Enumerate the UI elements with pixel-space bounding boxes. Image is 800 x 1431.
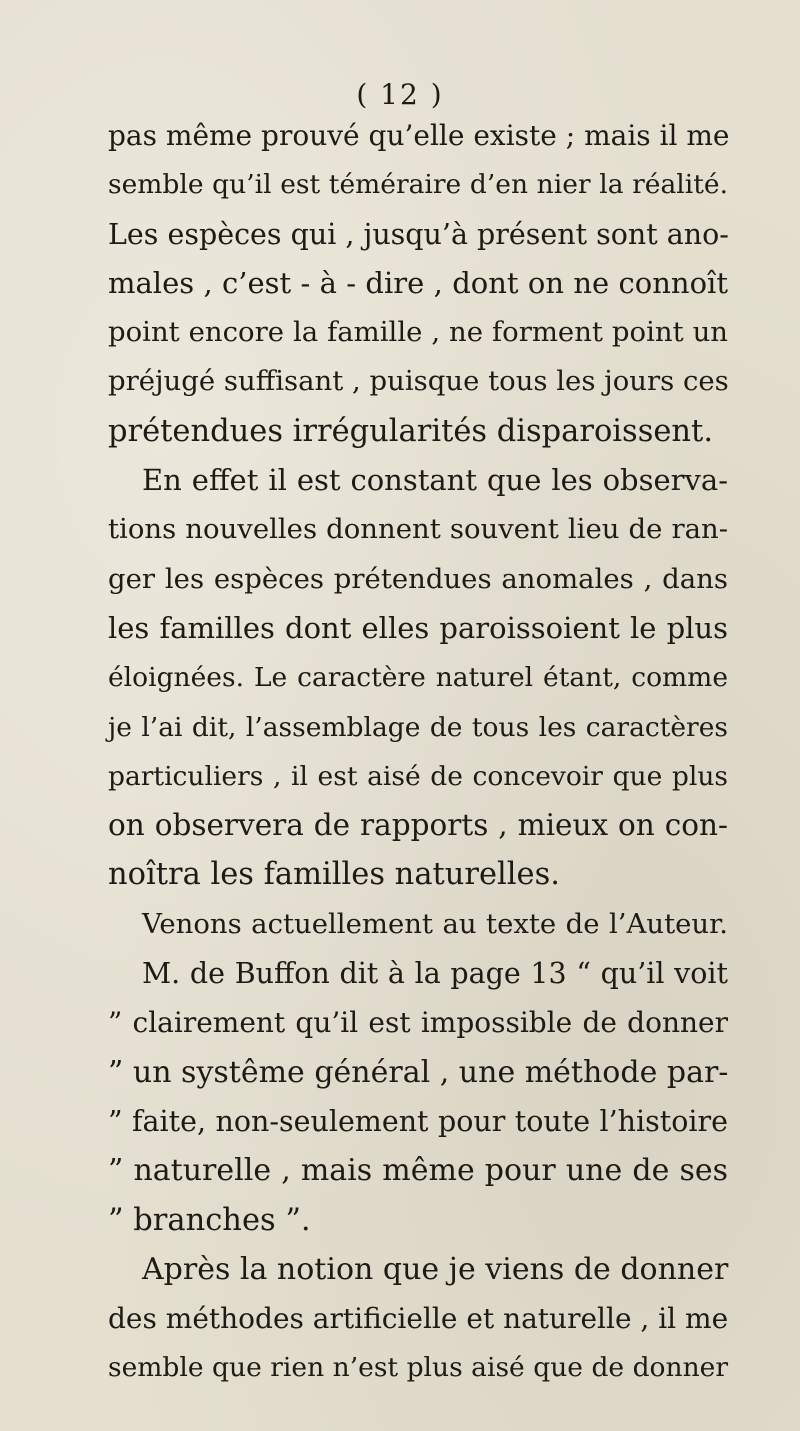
text-line: préjugé suffisant , puisque tous les jours ces [108, 365, 729, 398]
text-line: des méthodes artificielle et naturelle , il me [108, 1302, 729, 1336]
page-number: ( 12 ) [356, 78, 444, 111]
text-line: je l’ai dit, l’assemblage de tous les caractères [108, 711, 728, 743]
body-text [108, 111, 728, 1393]
text-line: Les espèces qui , jusqu’à présent sont ano- [108, 217, 729, 251]
paragraph-start-line: M. de Buffon dit à la page 13 “ qu’il voit [142, 957, 728, 991]
text-line: males , c’est - à - dire , dont on ne connoît [108, 265, 728, 300]
text-line: éloignées. Le caractère naturel étant, comme [108, 662, 728, 694]
text-line: pas même prouvé qu’elle existe ; mais il me [108, 119, 730, 152]
paragraph-start-line: En effet il est constant que les observa- [142, 463, 728, 498]
quoted-line: ” naturelle , mais même pour une de ses [108, 1153, 728, 1189]
quoted-line: ” branches ”. [108, 1202, 311, 1238]
text-line: semble que rien n’est plus aisé que de donner [108, 1352, 728, 1384]
text-line: on observera de rapports , mieux on con- [108, 808, 728, 843]
text-line: point encore la famille , ne forment point un [108, 316, 728, 349]
text-line: les familles dont elles paroissoient le plus [108, 610, 728, 645]
quoted-line: ” clairement qu’il est impossible de donner [108, 1006, 728, 1040]
text-line: ger les espèces prétendues anomales , dans [108, 562, 728, 595]
text-line: semble qu’il est téméraire d’en nier la réalité. [108, 169, 728, 201]
paragraph-start-line: Après la notion que je viens de donner [142, 1251, 729, 1287]
text-line: noîtra les familles naturelles. [108, 857, 560, 893]
quoted-line: ” un systême général , une méthode par- [108, 1054, 729, 1090]
quoted-line: ” faite, non-seulement pour toute l’histoire [108, 1104, 728, 1138]
paragraph-start-line: Venons actuellement au texte de l’Auteur. [142, 907, 728, 940]
text-line: tions nouvelles donnent souvent lieu de ran- [108, 513, 728, 546]
text-line: prétendues irrégularités disparoissent. [108, 413, 714, 449]
text-line: particuliers , il est aisé de concevoir que plus [108, 760, 728, 792]
